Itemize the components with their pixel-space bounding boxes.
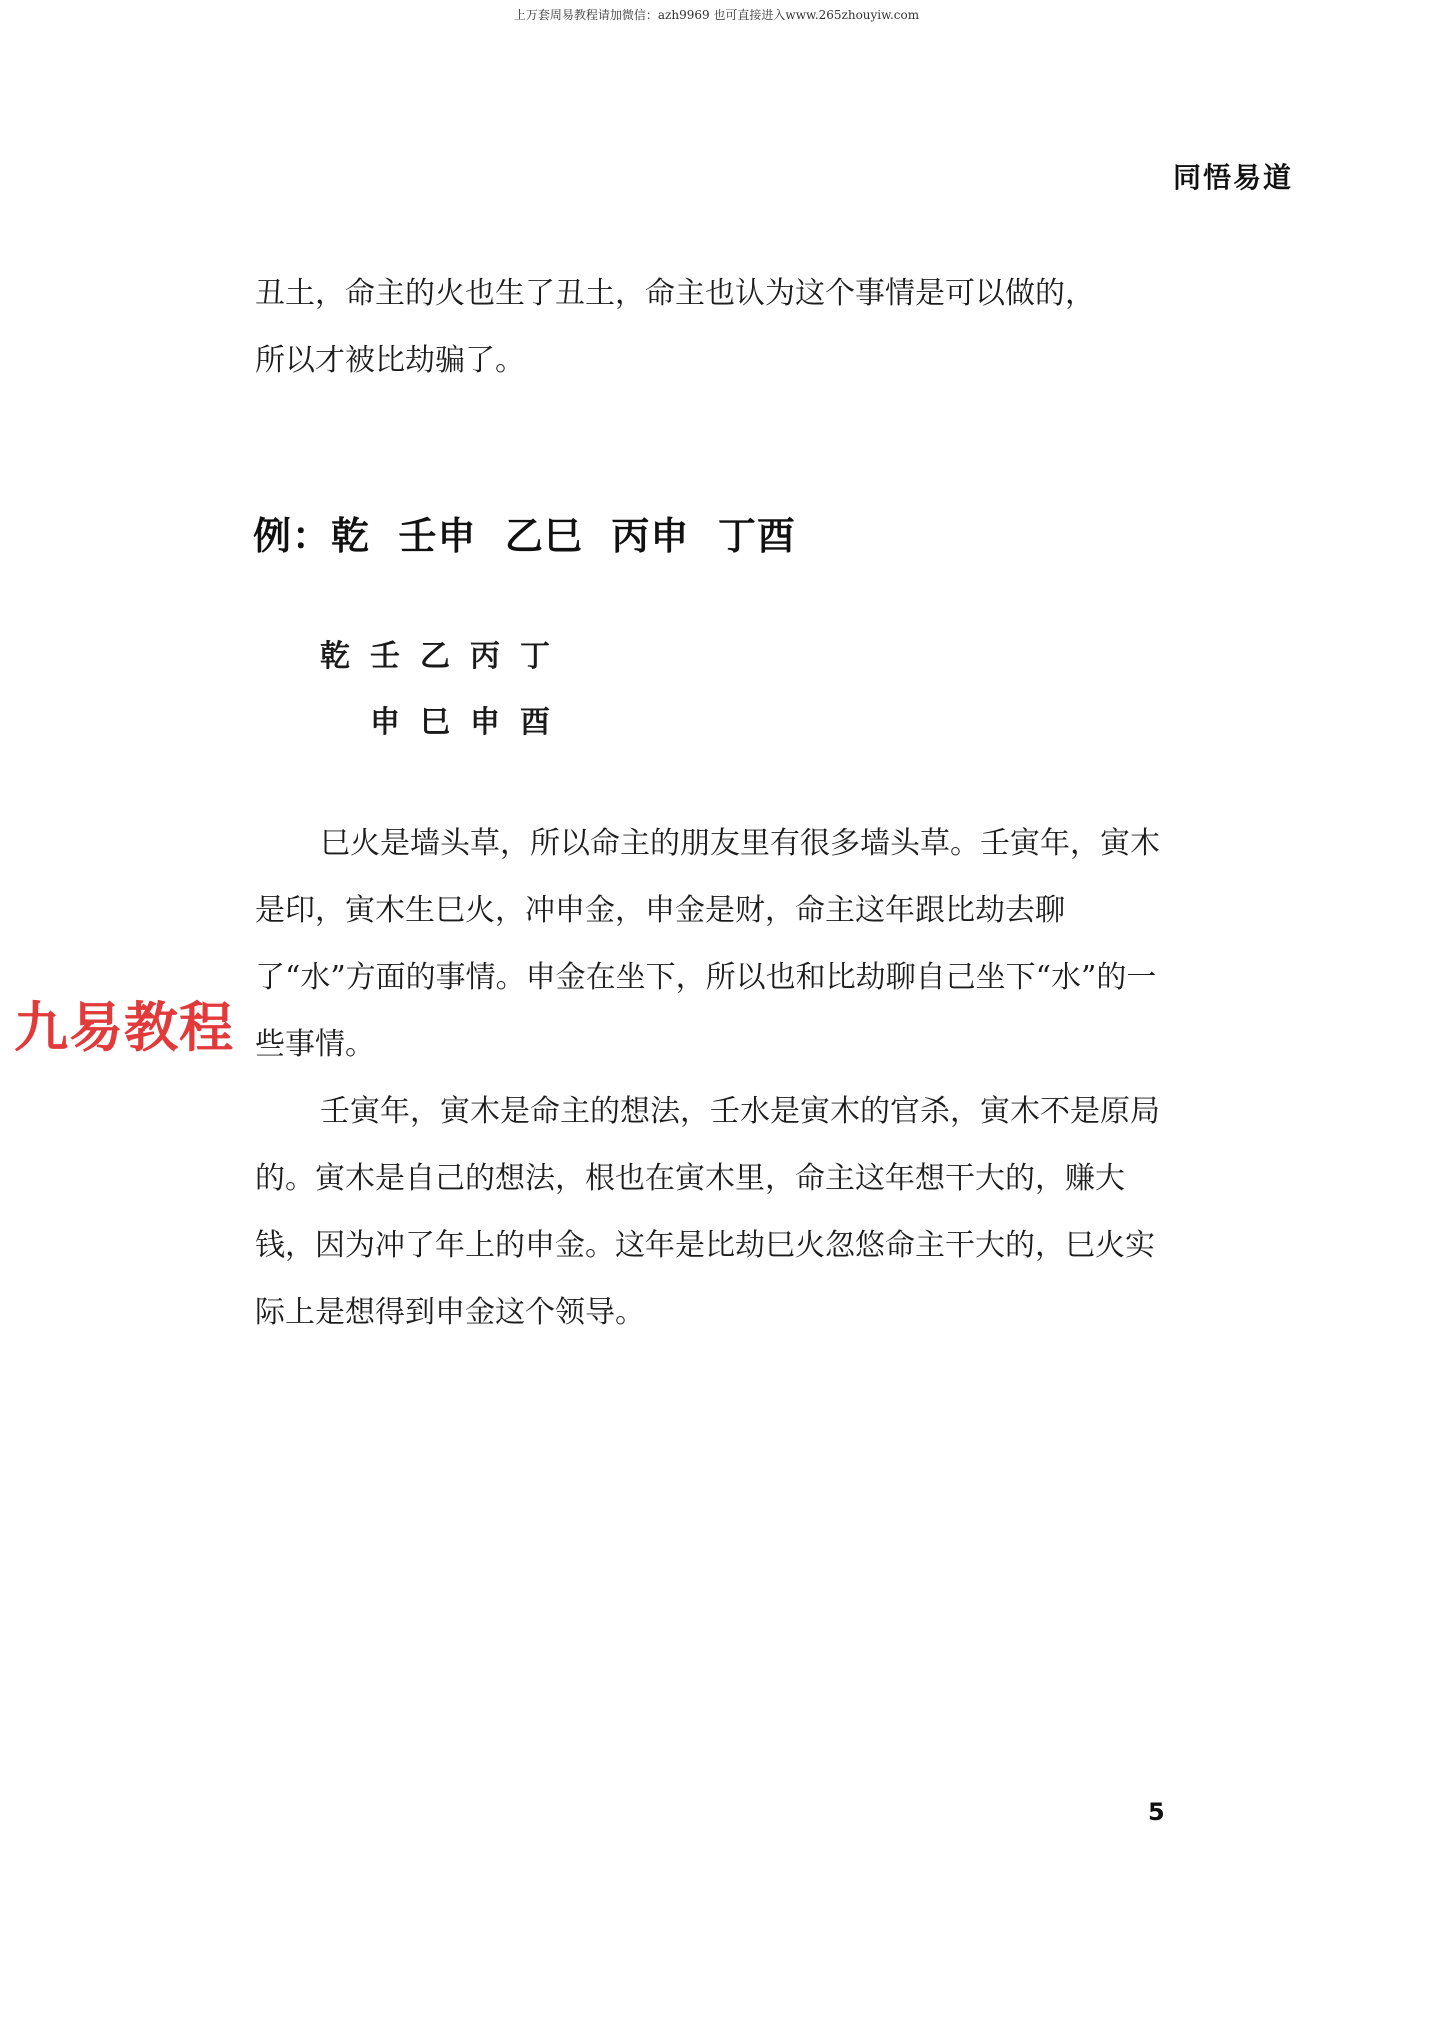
earthly-branches-row: [320, 686, 570, 752]
paragraph-line: 丑土，命主的火也生了丑土，命主也认为这个事情是可以做的，: [255, 276, 1095, 311]
top-banner: 上万套周易教程请加微信：azh9969 也可直接进入www.265zhouyiw.com: [513, 8, 920, 22]
bazi-cell: 酉: [520, 705, 550, 740]
running-header: 同悟易道: [1172, 161, 1293, 194]
bazi-cell: 申: [370, 705, 400, 740]
analysis-text: [255, 810, 1175, 1346]
heavenly-stems-row: [320, 620, 570, 686]
watermark-logo: 九易教程: [14, 996, 234, 1059]
paragraph: 巳火是墙头草，所以命主的朋友里有很多墙头草。壬寅年，寅木是印，寅木生巳火，冲申金，申金是财，命主这年跟比劫去聊了“水”方面的事情。申金在坐下，所以也和比劫聊自己坐下“水”的一些事情。: [255, 826, 1160, 1062]
paragraph-line: 所以才被比劫骗了。: [255, 343, 525, 378]
bazi-cell: 乙: [420, 639, 450, 674]
bazi-cell: 乾: [320, 639, 350, 674]
continued-paragraph: [255, 260, 1175, 394]
bazi-cell: 巳: [420, 705, 450, 740]
bazi-cell: 壬: [370, 639, 400, 674]
bazi-cell: 申: [470, 705, 500, 740]
bazi-cell: 丙: [470, 639, 500, 674]
paragraph: 壬寅年，寅木是命主的想法，壬水是寅木的官杀，寅木不是原局的。寅木是自己的想法，根也在寅木里，命主这年想干大的，赚大钱，因为冲了年上的申金。这年是比劫巳火忽悠命主干大的，巳火实际上是想得到申金这个领导。: [255, 1094, 1160, 1330]
example-heading: 例：乾 壬申 乙巳 丙申 丁酉: [253, 514, 796, 558]
bazi-cell: 丁: [520, 639, 550, 674]
bazi-chart: [320, 620, 570, 752]
page-number: 5: [1148, 1798, 1165, 1826]
